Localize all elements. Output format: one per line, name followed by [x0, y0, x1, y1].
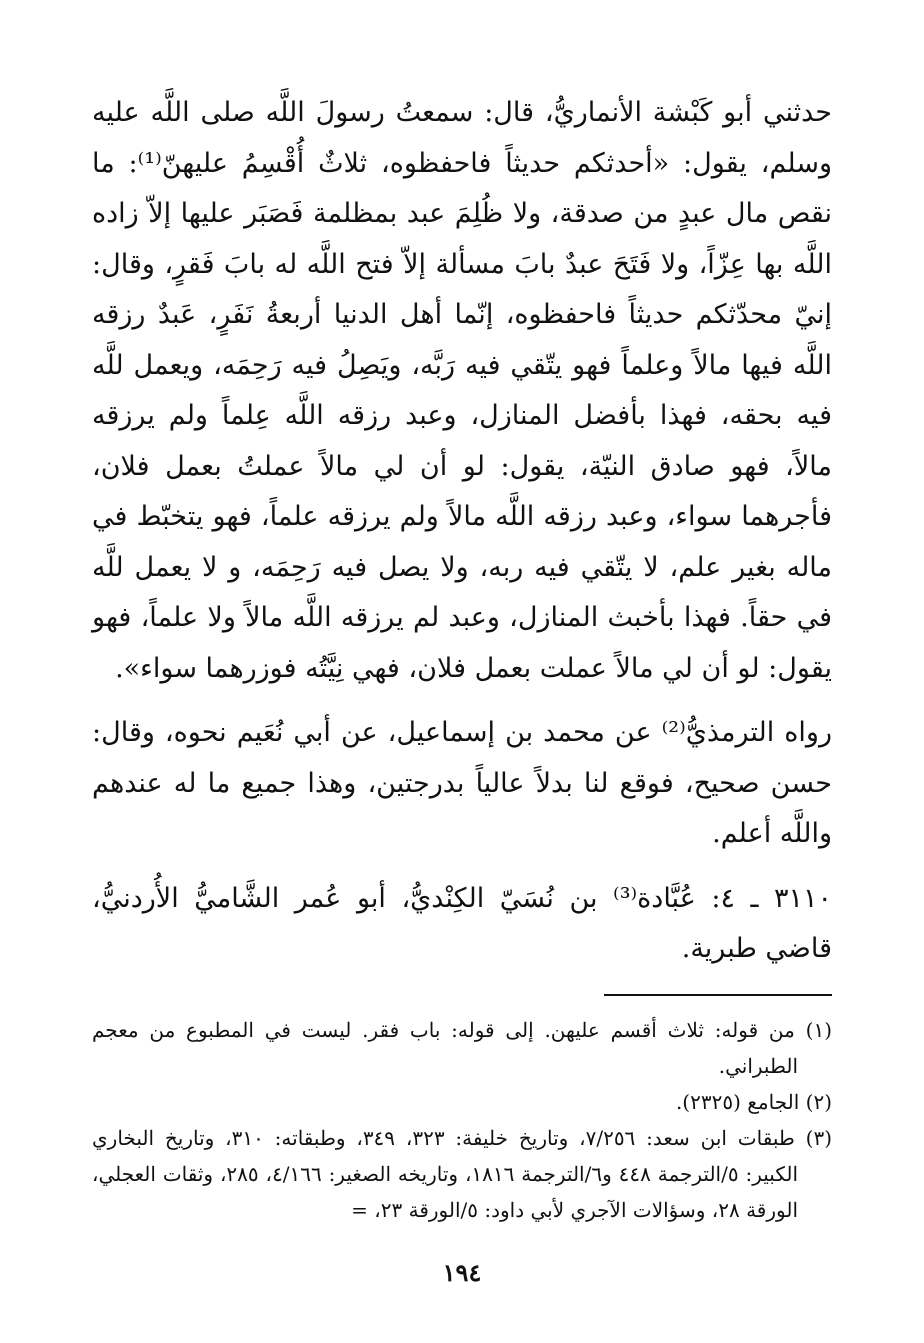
page-body	[92, 88, 832, 975]
footnote-3: (٣) طبقات ابن سعد: ٧/٢٥٦، وتاريخ خليفة: ٣٢٣، ٣٤٩، وطبقاته: ٣١٠، وتاريخ البخاري الكبير: ٥/الترجمة ٤٤٨ و٦/الترجمة ١٨١٦، وتاريخه الصغير: ٤/١٦٦، ٢٨٥، وثقات العجلي، الورقة ٢٨، وسؤالات الآجري لأبي داود: ٥/الورقة ٢٣، =	[92, 1126, 833, 1222]
entry-number: ٣١١٠ ـ ٤:	[711, 882, 832, 914]
footnotes	[92, 1012, 832, 1228]
footnote-separator	[604, 994, 832, 996]
footnote-1: (١) من قوله: ثلاث أقسم عليهن. إلى قوله: باب فقر. ليست في المطبوع من معجم الطبراني.	[92, 1018, 832, 1078]
biography-entry	[92, 874, 832, 975]
footnote-2: (٢) الجامع (٢٣٢٥).	[675, 1090, 832, 1114]
entry-text: عُبَّادة⁽³⁾ بن نُسَيّ الكِنْديُّ، أبو عُمر الشَّاميُّ الأُردنيُّ، قاضي طبرية.	[92, 882, 832, 964]
narration-paragraph: رواه الترمذيُّ⁽²⁾ عن محمد بن إسماعيل، عن أبي نُعَيم نحوه، وقال: حسن صحيح، فوقع لنا بدلاً عالياً بدرجتين، وهذا جميع ما له عندهم واللَّه أعلم.	[92, 717, 832, 849]
hadith-paragraph: حدثني أبو كَبْشة الأنماريُّ، قال: سمعتُ رسولَ اللَّه صلى اللَّه عليه وسلم، يقول: «أحدثكم حديثاً فاحفظوه، ثلاثٌ أُقْسِمُ عليهنّ⁽¹⁾: ما نقص مال عبدٍ من صدقة، ولا ظُلِمَ عبد بمظلمة فَصَبَر عليها إلاّ زاده اللَّه بها عِزّاً، ولا فَتَحَ عبدٌ بابَ مسألة إلاّ فتح اللَّه له بابَ فَقرٍ، وقال: إنيّ محدّثكم حديثاً فاحفظوه، إنّما أهل الدنيا أربعةُ نَفَرٍ، عَبدٌ رزقه اللَّه فيها مالاً وعلماً فهو يتّقي فيه رَبَّه، ويَصِلُ فيه رَحِمَه، ويعمل للَّه فيه بحقه، فهذا بأفضل المنازل، وعبد رزقه اللَّه عِلماً ولم يرزقه مالاً، فهو صادق النيّة، يقول: لو أن لي مالاً عملتُ بعمل فلان، فأجرهما سواء، وعبد رزقه اللَّه مالاً ولم يرزقه علماً، فهو يتخبّط في ماله بغير علم، لا يتّقي فيه ربه، ولا يصل فيه رَحِمَه، و لا يعمل للَّه في حقاً. فهذا بأخبث المنازل، وعبد لم يرزقه اللَّه مالاً ولا علماً، فهو يقول: لو أن لي مالاً عملت بعمل فلان، فهي نِيَّتُه فوزرهما سواء».	[92, 97, 833, 684]
page-number: ١٩٤	[442, 1258, 482, 1287]
